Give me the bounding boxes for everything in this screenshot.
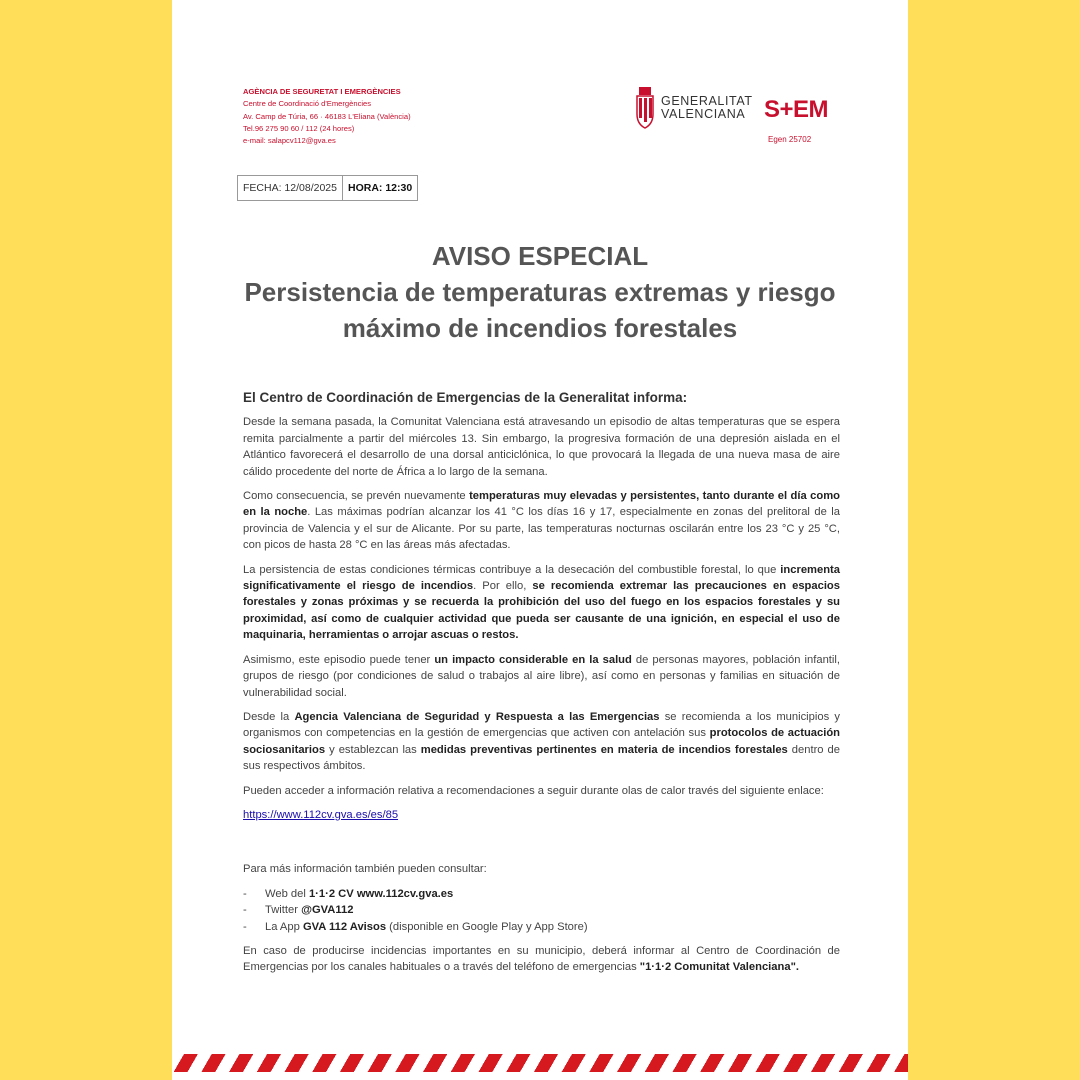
time-value: HORA: 12:30 [347,182,413,194]
bold-text: incrementa significativamente el riesgo de incendios [243,563,840,593]
bold-text: 1·1·2 CV www.112cv.gva.es [308,887,454,900]
address: Av. Camp de Túria, 66 · 46183 L'Eliana (València) [243,111,411,121]
generalitat-logo [634,86,753,130]
list-item-web [243,886,840,902]
text: Desde la [243,710,295,723]
bold-text: se recomienda extremar las precauciones en espacios forestales y zonas próximas y se recuerda la prohibición del uso del fuego en los espacios forestales y su proximidad, así como de cualquier actividad que pueda ser causante de una ignición, en especial el uso de maquinaria, herramientas o arrojar ascuas o restos. [243,580,840,642]
text: (disponible en Google Play y App Store) [386,920,588,933]
generalitat-emblem-icon [634,86,656,130]
agency-name: AGÈNCIA DE SEGURETAT I EMERGÈNCIES [243,87,401,96]
time-field [343,176,417,200]
bold-text: medidas preventivas pertinentes en materia de incendios forestales [420,743,788,756]
bold-text: @GVA112 [301,904,354,917]
bold-text: "1·1·2 Comunitat Valenciana". [639,961,799,974]
text: La persistencia de estas condiciones térmicas contribuye a la desecación del combustible forestal, lo que [243,563,781,576]
logo-line-1: GENERALITAT [661,94,753,108]
email: e-mail: salapcv112@gva.es [243,136,336,146]
heatwave-info-link[interactable]: https://www.112cv.gva.es/es/85 [243,808,399,821]
text: Como consecuencia, se prevén nuevamente [243,490,470,503]
red-white-stripe [172,1054,908,1072]
list-item-twitter [243,902,840,918]
notice-title [212,238,868,346]
notice-body [243,390,840,984]
text: Web del [265,887,309,900]
paragraph-5 [243,709,840,775]
center-name: Centre de Coordinació d'Emergències [243,99,372,109]
text: La App [265,920,303,933]
bold-text: protocolos de actuación sociosanitarios [243,727,841,756]
spacer [243,831,840,861]
list-item-app [243,919,840,935]
date-field: FECHA: 12/08/2025 [238,176,343,200]
sem-logo: S+EM [764,96,829,123]
title-line-2: Persistencia de temperaturas extremas y riesgo máximo de incendios forestales [244,277,836,343]
body-heading: El Centro de Coordinación de Emergencias de la Generalitat informa: [243,390,688,405]
paragraph-3 [243,562,840,644]
bold-text: un impacto considerable en la salud [434,653,632,666]
final-paragraph [243,943,840,976]
paragraph-1: Desde la semana pasada, la Comunitat Valenciana está atravesando un episodio de altas temperaturas que se espera remita parcialmente a partir del miércoles 13. Sin embargo, la progresiva formación de una depresión aislada en el Atlántico favorecerá el desarrollo de una dorsal anticiclónica, lo que provocará la llegada de una nueva masa de aire cálido procedente del norte de África a lo largo de la semana. [243,416,840,478]
bold-text: GVA 112 Avisos [302,920,387,933]
text: Twitter [265,904,302,917]
logo-line-2: VALENCIANA [661,107,746,121]
title-line-1: AVISO ESPECIAL [431,241,649,271]
link-paragraph [243,807,840,823]
text: de personas mayores, población infantil, grupos de riesgo (por condiciones de salud o trabajos al aire libre), así como en personas y familias en situación de vulnerabilidad social. [243,653,840,699]
text: En caso de producirse incidencias importantes en su municipio, deberá informar al Centro de Coordinación de Emergencias por los canales habituales o a través del teléfono de emergencias [243,944,840,974]
paragraph-4 [243,652,840,701]
text: y establezcan las [325,743,421,756]
paragraph-2 [243,488,840,554]
text: se recomienda a los municipios y organismos con competencias en la gestión de emergencias que activen con antelación sus [243,710,840,740]
text: . Por ello, [473,580,533,593]
text: . Las máximas podrían alcanzar los 41 °C los días 16 y 17, especialmente en zonas del prelitoral de la provincia de Valencia y el sur de Alicante. Por su parte, las temperaturas nocturnas oscilarán entre los 23 °C y 25 °C, con picos de hasta 28 °C en las áreas más afectadas. [243,506,840,552]
bold-text: temperaturas muy elevadas y persistentes, tanto durante el día como en la noche [243,490,840,519]
more-info-text: Para más información también pueden consultar: [243,863,487,876]
info-list [243,886,840,935]
agency-header [243,86,411,147]
phone: Tel.96 275 90 60 / 112 (24 hores) [243,123,355,133]
date-time-box [237,175,418,201]
text: dentro de sus respectivos ámbitos. [243,743,840,773]
document-page [172,0,908,1080]
bold-text: Agencia Valenciana de Seguridad y Respuesta a las Emergencias [294,710,660,723]
paragraph-6: Pueden acceder a información relativa a recomendaciones a seguir durante olas de calor través del siguiente enlace: [243,784,824,797]
egen-code: Egen 25702 [768,135,812,144]
text: Asimismo, este episodio puede tener [243,653,435,666]
